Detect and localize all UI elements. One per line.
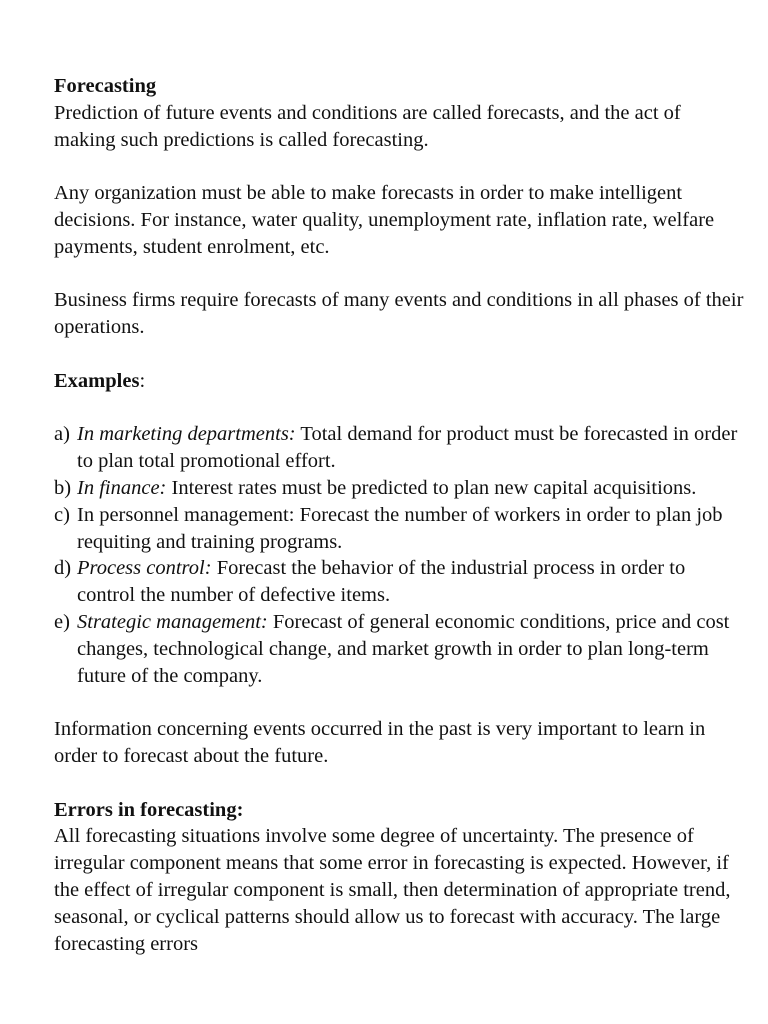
list-item-e xyxy=(54,609,744,689)
examples-colon: : xyxy=(139,369,146,392)
list-item-text: Forecast of general economic conditions, price and cost changes, technological change, and market growth in order to plan long-term future of the company. xyxy=(77,610,730,687)
list-item-a xyxy=(54,421,744,475)
section-heading-errors: Errors in forecasting: xyxy=(54,798,244,821)
list-item-text: Total demand for product must be forecasted in order to plan total promotional effort. xyxy=(77,423,738,473)
list-marker: c) xyxy=(54,503,70,526)
list-item-lead: Strategic management: xyxy=(77,610,268,633)
examples-heading: Examples xyxy=(54,369,140,392)
examples-list xyxy=(54,421,744,689)
list-marker: a) xyxy=(54,423,70,446)
list-item-lead: In marketing departments: xyxy=(77,423,296,446)
list-marker: e) xyxy=(54,610,70,633)
paragraph-business-firms: Business firms require forecasts of many events and conditions in all phases of their operations. xyxy=(54,289,744,339)
section-heading-forecasting: Forecasting xyxy=(54,75,157,97)
list-item-b xyxy=(54,475,744,502)
list-marker: d) xyxy=(54,557,72,580)
paragraph-errors: All forecasting situations involve some degree of uncertainty. The presence of irregular component means that some error in forecasting is expected. However, if the effect of irregular component is small, then determination of appropriate trend, seasonal, or cyclical patterns should allow us to forecast with accuracy. The large forecasting errors xyxy=(54,825,731,955)
list-marker: b) xyxy=(54,476,72,499)
examples-heading-line xyxy=(54,368,744,395)
list-item-lead: In finance: xyxy=(77,476,167,499)
paragraph-information: Information concerning events occurred in the past is very important to learn in order to forecast about the future. xyxy=(54,718,706,767)
document-page xyxy=(54,73,744,957)
list-item-text: In personnel management: Forecast the number of workers in order to plan job requiting and training programs. xyxy=(77,503,723,553)
list-item-d xyxy=(54,555,744,609)
list-item-text: Forecast the behavior of the industrial process in order to control the number of defective items. xyxy=(77,557,686,607)
list-item-c xyxy=(54,502,744,556)
paragraph-definition: Prediction of future events and conditions are called forecasts, and the act of making such predictions is called forecasting. xyxy=(54,101,681,151)
paragraph-organization: Any organization must be able to make forecasts in order to make intelligent decisions. For instance, water quality, unemployment rate, inflation rate, welfare payments, student enrolment, etc. xyxy=(54,182,715,258)
list-item-lead: Process control: xyxy=(77,557,212,580)
list-item-text: Interest rates must be predicted to plan new capital acquisitions. xyxy=(166,476,697,499)
